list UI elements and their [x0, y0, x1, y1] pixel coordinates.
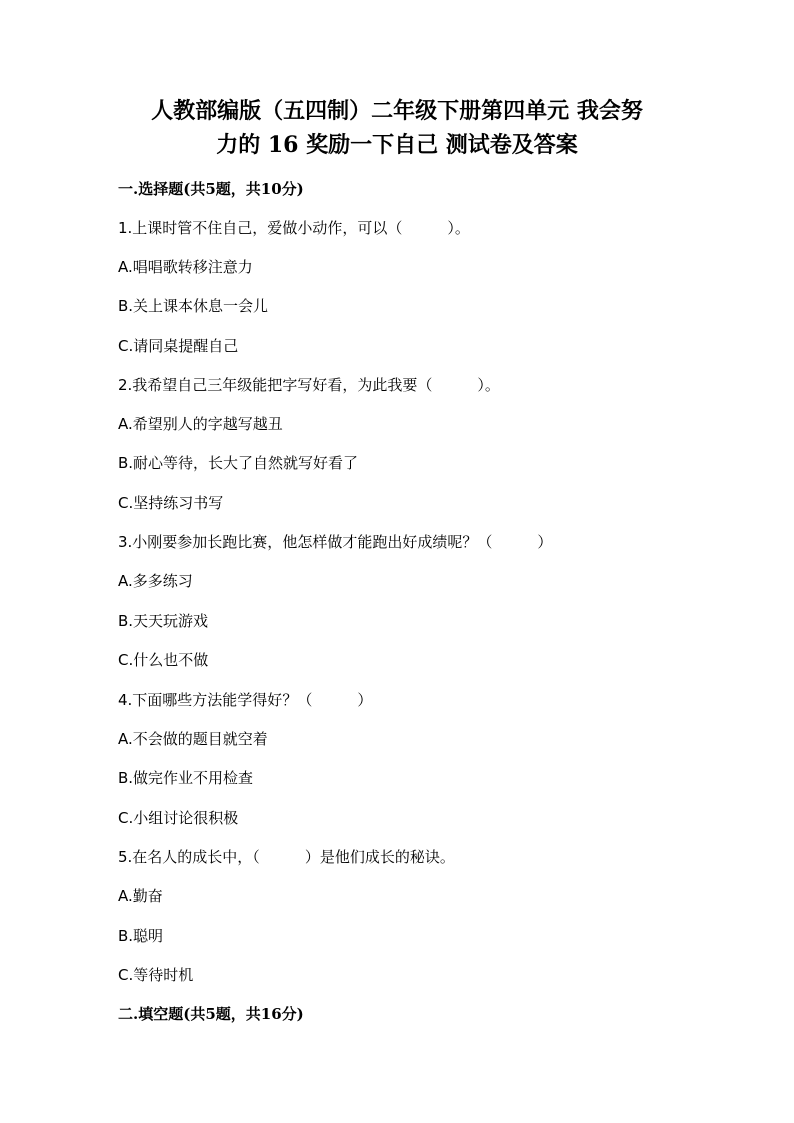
question-5-option-a: A.勤奋 — [118, 887, 163, 905]
question-5-stem: 5.在名人的成长中，（ ）是他们成长的秘诀。 — [118, 848, 455, 866]
question-4-stem: 4.下面哪些方法能学得好？（ ） — [118, 691, 373, 709]
question-1-option-b: B.关上课本休息一会儿 — [118, 297, 269, 315]
question-3-option-c: C.什么也不做 — [118, 651, 209, 669]
section-heading-choice: 一.选择题(共5题，共10分) — [118, 180, 304, 198]
question-2-option-b: B.耐心等待，长大了自然就写好看了 — [118, 454, 359, 472]
question-5-option-c: C.等待时机 — [118, 966, 194, 984]
document-title-line-2: 力的 16 奖励一下自己 测试卷及答案 — [216, 132, 578, 158]
question-2-stem: 2.我希望自己三年级能把字写好看，为此我要（ ）。 — [118, 376, 500, 394]
question-3-option-b: B.天天玩游戏 — [118, 612, 209, 630]
question-1-option-a: A.唱唱歌转移注意力 — [118, 258, 253, 276]
question-2-option-a: A.希望别人的字越写越丑 — [118, 415, 283, 433]
section-heading-fill-blank: 二.填空题(共5题，共16分) — [118, 1005, 304, 1023]
question-2-option-c: C.坚持练习书写 — [118, 494, 224, 512]
question-1-option-c: C.请同桌提醒自己 — [118, 337, 239, 355]
question-4-option-b: B.做完作业不用检查 — [118, 769, 254, 787]
question-3-option-a: A.多多练习 — [118, 572, 193, 590]
question-5-option-b: B.聪明 — [118, 927, 164, 945]
question-3-stem: 3.小刚要参加长跑比赛，他怎样做才能跑出好成绩呢？（ ） — [118, 533, 553, 551]
question-4-option-a: A.不会做的题目就空着 — [118, 730, 268, 748]
question-4-option-c: C.小组讨论很积极 — [118, 809, 239, 827]
document-title-line-1: 人教部编版（五四制）二年级下册第四单元 我会努 — [151, 98, 643, 124]
question-1-stem: 1.上课时管不住自己，爱做小动作，可以（ ）。 — [118, 219, 470, 237]
